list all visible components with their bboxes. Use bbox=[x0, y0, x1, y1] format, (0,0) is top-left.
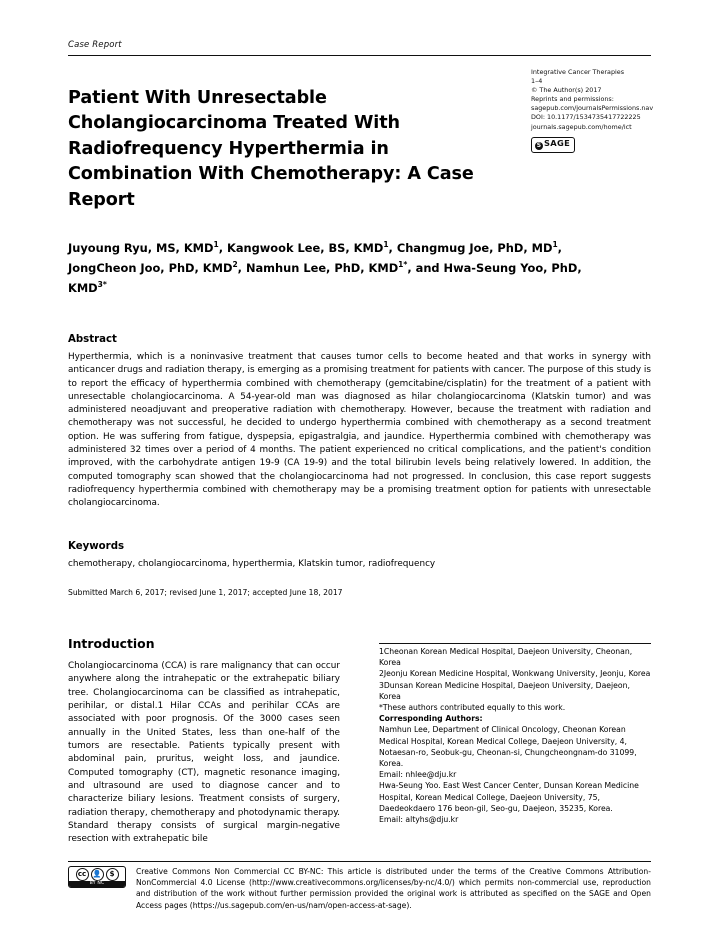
journal-title: Integrative Cancer Therapies bbox=[531, 68, 625, 76]
journal-permissions-url[interactable]: sagepub.com/journalsPermissions.nav bbox=[531, 104, 654, 113]
sage-logo-text: SAGE bbox=[544, 138, 571, 149]
corresponding-authors-heading: Corresponding Authors: bbox=[379, 714, 483, 724]
running-head: Case Report bbox=[68, 40, 122, 50]
cc-nc-circle-icon: $ bbox=[106, 868, 119, 881]
affiliation-1: 1Cheonan Korean Medical Hospital, Daejeon University, Cheonan, Korea bbox=[379, 647, 633, 668]
introduction-text: Cholangiocarcinoma (CCA) is rare malignancy that can occur anywhere along the intrahepatic or the extrahepatic biliary tree. Cholangiocarcinoma can be classified as intrahepatic, perihilar, or distal.1 Hilar CCAs and perihilar CCAs are associated with poor prognosis. Of the 3000 cases seen annually in the United States, less than one-half of the tumors are resectable. Patients typically present with abdominal pain, pruritus, weight loss, and jaundice. Computed tomography (CT), magnetic resonance imaging, and ultrasound are used to diagnose cancer and to characterize biliary lesions. Treatment consists of surgery, radiation therapy, chemotherapy and photodynamic therapy. Standard therapy consists of surgical margin-negative resection with extrahepatic bile bbox=[68, 661, 340, 845]
cc-circle-icon: cc bbox=[76, 868, 89, 881]
corresponding-author-1: Namhun Lee, Department of Clinical Oncology, Cheonan Korean Medical Hospital, Korean Medical College, Daejeon University, 4, Notaesan-ro, Seobuk-gu, Cheonan-si, Chungcheongnam-do 31099, Korea. Email: nhlee@dju.kr bbox=[379, 725, 637, 780]
affiliation-3: 3Dunsan Korean Medicine Hospital, Daejeon University, Daejeon, Korea bbox=[379, 680, 630, 701]
keywords-text: chemotherapy, cholangiocarcinoma, hyperthermia, Klatskin tumor, radiofrequency bbox=[68, 559, 436, 569]
journal-copyright: © The Author(s) 2017 bbox=[531, 86, 602, 95]
running-head-rule bbox=[68, 55, 651, 56]
affiliation-note: *These authors contributed equally to this work. bbox=[379, 703, 566, 713]
introduction-heading: Introduction bbox=[68, 636, 155, 651]
affiliation-2: 2Jeonju Korean Medicine Hospital, Wonkwang University, Jeonju, Korea bbox=[379, 669, 651, 679]
sage-logo bbox=[531, 137, 575, 153]
journal-pages: 1–4 bbox=[531, 77, 543, 86]
abstract-text: Hyperthermia, which is a noninvasive treatment that causes tumor cells to become heated and that works in synergy with anticancer drugs and radiation therapy, is emerging as a promising treatment for patients with cancer. The purpose of this study is to report the efficacy of hyperthermia combined with chemotherapy (gemcitabine/cisplatin) for the treatment of a patient with unresectable cholangiocarcinoma. A 54-year-old man was diagnosed as hilar cholangiocarcinoma (Klatskin tumor) and was administered neoadjuvant and preoperative radiation with chemotherapy. However, because the treatment with radiation and chemotherapy was not successful, he decided to undergo hyperthermia combined with chemotherapy as a second treatment option. He was suffering from fatigue, dyspepsia, epigastralgia, and jaundice. Hyperthermia combined with chemotherapy was administered 32 times over a period of 4 months. The patient experienced no critical complications, and the patient's condition improved, with the carbohydrate antigen 19-9 (CA 19-9) and the total bilirubin levels being relatively lowered. In addition, the computed tomography scan showed that the cholangiocarcinoma had not progressed. In conclusion, this case report suggests radiofrequency hyperthermia combined with chemotherapy may be a promising treatment option for patients with unresectable cholangiocarcinoma. bbox=[68, 352, 651, 509]
affiliation-rule bbox=[379, 643, 651, 644]
affiliations-block bbox=[379, 646, 651, 825]
journal-doi[interactable]: DOI: 10.1177/1534735417722225 bbox=[531, 113, 641, 122]
journal-info-block bbox=[531, 68, 653, 153]
keywords-heading: Keywords bbox=[68, 541, 125, 552]
creative-commons-badge-wrap bbox=[68, 866, 128, 888]
cc-badge-label: BY NC bbox=[69, 881, 125, 887]
cc-by-circle-icon: 👤 bbox=[91, 868, 104, 881]
journal-home-url[interactable]: journals.sagepub.com/home/ict bbox=[531, 122, 632, 131]
submission-dates: Submitted March 6, 2017; revised June 1, 2017; accepted June 18, 2017 bbox=[68, 588, 343, 597]
sage-glyph-icon: S bbox=[536, 142, 542, 150]
corresponding-author-2: Hwa-Seung Yoo. East West Cancer Center, Dunsan Korean Medicine Hospital, Korean Medical College, Daejeon University, 75, Daedeokdaero 176 beon-gil, Seo-gu, Daejeon, 35235, Korea. Email: altyhs@dju.kr bbox=[379, 781, 639, 825]
footer-rule bbox=[68, 861, 651, 862]
page-title: Patient With Unresectable Cholangiocarcinoma Treated With Radiofrequency Hyperthermia in Combination With Chemotherapy: A Case Report bbox=[68, 87, 474, 210]
abstract-heading: Abstract bbox=[68, 334, 117, 345]
journal-reprints-label: Reprints and permissions: bbox=[531, 95, 614, 104]
creative-commons-icon[interactable] bbox=[68, 866, 126, 888]
license-text: Creative Commons Non Commercial CC BY-NC: This article is distributed under the terms of the Creative Commons Attribution-NonCommercial 4.0 License (http://www.creativecommons.org/licenses/by-nc/4.0/) which permits non-commercial use, reproduction and distribution of the work without further permission provided the original work is attributed as specified on the SAGE and Open Access pages (https://us.sagepub.com/en-us/nam/open-access-at-sage). bbox=[136, 867, 651, 910]
author-list: Juyoung Ryu, MS, KMD$^1$, Kangwook Lee, BS, KMD$^1$, Changmug Joe, PhD, $MD^1$, JongCheon Joo, PhD, KMD$^2$, Namhun Lee, PhD, $KMD^{1*}$, and Hwa-Seung Yoo, PhD, $KMD^{3*}$ bbox=[68, 240, 582, 295]
